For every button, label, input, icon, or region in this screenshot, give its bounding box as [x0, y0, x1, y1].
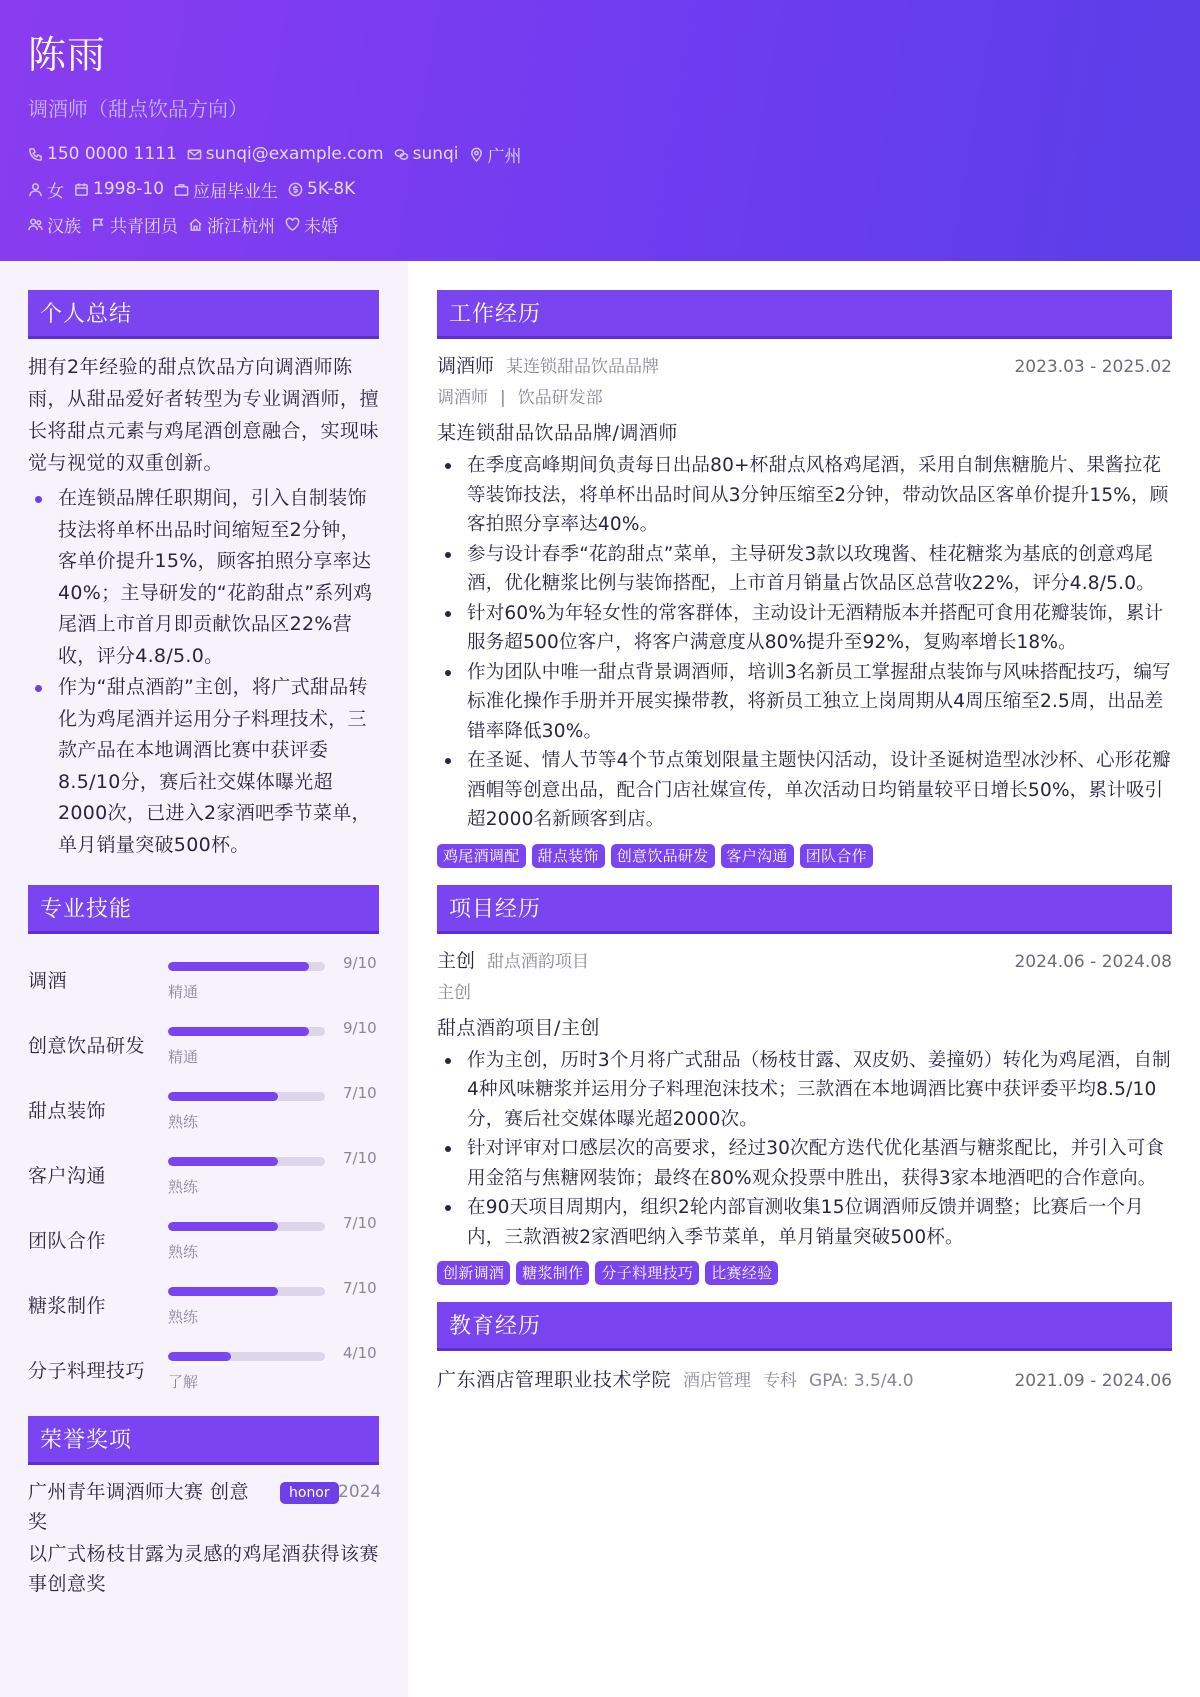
skill-level: 熟练 — [168, 1243, 199, 1261]
birth-text: 1998-10 — [93, 179, 165, 199]
skill-score: 7/10 — [343, 1279, 377, 1297]
job-title: 调酒师 — [437, 355, 495, 377]
skill-bar-fill — [168, 1222, 278, 1231]
education-section-title: 教育经历 — [437, 1302, 1172, 1351]
project-tag: 糖浆制作 — [516, 1261, 589, 1285]
job-sub-dept: 饮品研发部 — [517, 388, 603, 408]
birth-item — [74, 179, 164, 199]
contact-row — [28, 141, 1172, 167]
project-bullet: 作为主创，历时3个月将广式甜品（杨枝甘露、双皮奶、姜撞奶）转化为鸡尾酒，自制4种风味糖浆并运用分子料理泡沫技术；三款酒在本地调酒比赛中获评委平均8.5/10分，赛后社交媒体曝光超2000次。 — [437, 1046, 1172, 1135]
education-degree: 专科 — [763, 1371, 798, 1391]
summary-section-title: 个人总结 — [28, 290, 379, 339]
work-section-title: 工作经历 — [437, 290, 1172, 339]
summary-bullet: 作为“甜点酒韵”主创，将广式甜品转化为鸡尾酒并运用分子料理技术，三款产品在本地调酒比赛中获评委8.5/10分，赛后社交媒体曝光超2000次，已进入2家酒吧季节菜单，单月销量突破500杯。 — [28, 672, 379, 861]
job-subtitle — [437, 385, 1172, 411]
project-name: 甜点酒韵项目 — [487, 951, 590, 972]
skill-item — [28, 1143, 379, 1208]
project-header — [437, 946, 1172, 976]
job-bullet: 在圣诞、情人节等4个节点策划限量主题快闪活动，设计圣诞树造型冰沙杯、心形花瓣酒帽等创意出品，配合门店社媒宣传，单次活动日均销量较平日增长50%，累计吸引超2000名新顾客到店。 — [437, 746, 1172, 835]
honor-item — [28, 1477, 382, 1599]
education-date: 2021.09 - 2024.06 — [1014, 1371, 1172, 1391]
skill-item — [28, 1273, 379, 1338]
people-icon — [28, 217, 43, 232]
job-bullets — [437, 451, 1172, 835]
skill-item — [28, 1338, 379, 1403]
location-pin-icon — [469, 147, 484, 162]
skill-name: 客户沟通 — [28, 1165, 107, 1187]
skill-score: 7/10 — [343, 1084, 377, 1102]
candidate-name: 陈雨 — [28, 33, 107, 77]
chat-icon — [394, 147, 409, 162]
project-bullet: 在90天项目周期内，组织2轮内部盲测收集15位调酒师反馈并调整；比赛后一个月内，三款酒被2家酒吧纳入季节菜单，单月销量突破500杯。 — [437, 1193, 1172, 1252]
skills-list — [28, 948, 379, 1403]
mail-icon — [187, 147, 202, 162]
briefcase-icon — [174, 182, 189, 197]
skill-bar — [168, 1352, 325, 1361]
job-bullet: 针对60%为年轻女性的常客群体，主动设计无酒精版本并搭配可食用花瓣装饰，累计服务超500位客户，将客户满意度从80%提升至92%，复购率增长18%。 — [437, 599, 1172, 658]
skill-name: 调酒 — [28, 970, 68, 992]
job-date: 2023.03 - 2025.02 — [1014, 357, 1172, 377]
project-subtitle: 主创 — [437, 982, 471, 1003]
summary-bullet: 在连锁品牌任职期间，引入自制装饰技法将单杯出品时间缩短至2分钟，客单价提升15%，顾客拍照分享率达40%；主导研发的“花韵甜点”系列鸡尾酒上市首月即贡献饮品区22%营收，评分4.8/5.0。 — [28, 483, 379, 672]
skill-level: 熟练 — [168, 1308, 199, 1326]
skill-score: 7/10 — [343, 1149, 377, 1167]
education-school: 广东酒店管理职业技术学院 — [437, 1369, 672, 1391]
flag-icon — [91, 217, 106, 232]
phone-item[interactable] — [28, 144, 177, 164]
skill-name: 创意饮品研发 — [28, 1035, 146, 1057]
education-item — [437, 1365, 1172, 1392]
salary-item — [288, 179, 355, 199]
skill-bar-fill — [168, 1092, 278, 1101]
project-date: 2024.06 - 2024.08 — [1014, 951, 1172, 972]
personal-row — [28, 176, 1172, 202]
phone-icon — [28, 147, 43, 162]
honor-description: 以广式杨枝甘露为灵感的鸡尾酒获得该赛事创意奖 — [28, 1543, 380, 1595]
skill-bar — [168, 1222, 325, 1231]
heart-icon — [285, 217, 300, 232]
skill-name: 团队合作 — [28, 1230, 107, 1252]
project-line: 甜点酒韵项目/主创 — [437, 1016, 600, 1039]
job-tag: 客户沟通 — [721, 844, 794, 868]
skill-score: 7/10 — [343, 1214, 377, 1232]
job-line: 某连锁甜品饮品品牌/调酒师 — [437, 422, 678, 444]
ethnicity-text: 汉族 — [47, 216, 81, 237]
job-bullet: 作为团队中唯一甜点背景调酒师，培训3名新员工掌握甜点装饰与风味搭配技巧，编写标准化操作手册并开展实操带教，将新员工独立上岗周期从4周压缩至2.5周，出品差错率降低30%。 — [437, 658, 1172, 747]
resume-header — [0, 0, 1200, 261]
email-item[interactable] — [187, 144, 384, 164]
skill-level: 熟练 — [168, 1113, 199, 1131]
skill-item — [28, 1078, 379, 1143]
candidate-role: 调酒师（甜点饮品方向） — [28, 97, 248, 121]
honor-year: 2024 — [338, 1482, 382, 1502]
skill-bar — [168, 1157, 325, 1166]
marital-item — [285, 212, 338, 237]
location-item — [469, 142, 522, 167]
skill-bar — [168, 1092, 325, 1101]
skill-name: 分子料理技巧 — [28, 1360, 146, 1382]
skill-name: 甜点装饰 — [28, 1100, 107, 1122]
home-icon — [188, 217, 203, 232]
skill-bar-fill — [168, 962, 309, 971]
marital-text: 未婚 — [304, 216, 338, 237]
skill-item — [28, 1013, 379, 1078]
job-tags — [437, 844, 1172, 868]
skill-item — [28, 948, 379, 1013]
job-tag: 鸡尾酒调配 — [437, 844, 526, 868]
project-role: 主创 — [437, 949, 476, 972]
skill-bar-fill — [168, 1287, 278, 1296]
job-tag: 甜点装饰 — [532, 844, 605, 868]
skill-bar-fill — [168, 1027, 309, 1036]
politics-item — [91, 212, 178, 237]
skill-bar-fill — [168, 1157, 278, 1166]
wechat-item[interactable] — [394, 144, 459, 164]
project-bullet: 针对评审对口感层次的高要求，经过30次配方迭代优化基酒与糖浆配比，并引入可食用金箔与焦糖网装饰；最终在80%观众投票中胜出，获得3家本地酒吧的合作意向。 — [437, 1134, 1172, 1193]
wechat-text: sunqi — [412, 144, 459, 164]
skill-bar-fill — [168, 1352, 231, 1361]
salary-text: 5K-8K — [307, 179, 356, 199]
calendar-icon — [74, 182, 89, 197]
honors-section-title: 荣誉奖项 — [28, 1416, 379, 1465]
hometown-text: 浙江杭州 — [207, 216, 275, 237]
status-item — [174, 177, 278, 202]
skills-section-title: 专业技能 — [28, 885, 379, 934]
skill-score: 4/10 — [343, 1344, 377, 1362]
skill-bar — [168, 1027, 325, 1036]
politics-text: 共青团员 — [110, 216, 178, 237]
skill-name: 糖浆制作 — [28, 1295, 107, 1317]
job-tag: 创意饮品研发 — [611, 844, 715, 868]
skill-level: 熟练 — [168, 1178, 199, 1196]
job-sub-role: 调酒师 — [437, 388, 488, 408]
project-tags — [437, 1261, 1172, 1285]
education-gpa: GPA: 3.5/4.0 — [809, 1371, 914, 1391]
job-company: 某连锁甜品饮品品牌 — [506, 357, 660, 377]
education-major: 酒店管理 — [683, 1371, 752, 1391]
skill-level: 了解 — [168, 1373, 199, 1391]
project-tag: 比赛经验 — [705, 1261, 778, 1285]
summary-text: 拥有2年经验的甜点饮品方向调酒师陈雨，从甜品爱好者转型为专业调酒师，擅长将甜点元素与鸡尾酒创意融合，实现味觉与视觉的双重创新。 — [28, 356, 380, 474]
project-tag: 创新调酒 — [437, 1261, 510, 1285]
job-tag: 团队合作 — [800, 844, 873, 868]
email-text: sunqi@example.com — [205, 144, 384, 164]
location-text: 广州 — [487, 146, 522, 167]
skill-level: 精通 — [168, 1048, 199, 1066]
sidebar — [0, 261, 408, 1697]
hometown-item — [188, 212, 275, 237]
project-tag: 分子料理技巧 — [595, 1261, 699, 1285]
phone-text: 150 0000 1111 — [47, 144, 177, 164]
projects-section-title: 项目经历 — [437, 885, 1172, 934]
status-text: 应届毕业生 — [193, 181, 279, 202]
skill-score: 9/10 — [343, 954, 377, 972]
coin-icon — [288, 182, 303, 197]
ethnicity-item — [28, 212, 81, 237]
job-header — [437, 351, 1172, 381]
job-bullet: 参与设计春季“花韵甜点”菜单，主导研发3款以玫瑰酱、桂花糖浆为基底的创意鸡尾酒，优化糖浆比例与装饰搭配，上市首月销量占饮品区总营收22%，评分4.8/5.0。 — [437, 540, 1172, 599]
skill-bar — [168, 1287, 325, 1296]
honor-badge: honor — [280, 1482, 339, 1504]
skill-bar — [168, 962, 325, 971]
gender-item — [28, 177, 64, 202]
job-bullet: 在季度高峰期间负责每日出品80+杯甜点风格鸡尾酒，采用自制焦糖脆片、果酱拉花等装饰技法，将单杯出品时间从3分钟压缩至2分钟，带动饮品区客单价提升15%，顾客拍照分享率达40%。 — [437, 451, 1172, 540]
user-icon — [28, 182, 43, 197]
skill-item — [28, 1208, 379, 1273]
job-sub-separator: | — [500, 388, 506, 408]
summary-bullets — [28, 483, 379, 861]
main-content — [437, 290, 1172, 1392]
gender-text: 女 — [47, 181, 64, 202]
personal-row-2 — [28, 211, 1172, 237]
skill-score: 9/10 — [343, 1019, 377, 1037]
skill-level: 精通 — [168, 983, 199, 1001]
honor-title: 广州青年调酒师大赛 创意奖 — [28, 1481, 250, 1533]
project-bullets — [437, 1046, 1172, 1253]
